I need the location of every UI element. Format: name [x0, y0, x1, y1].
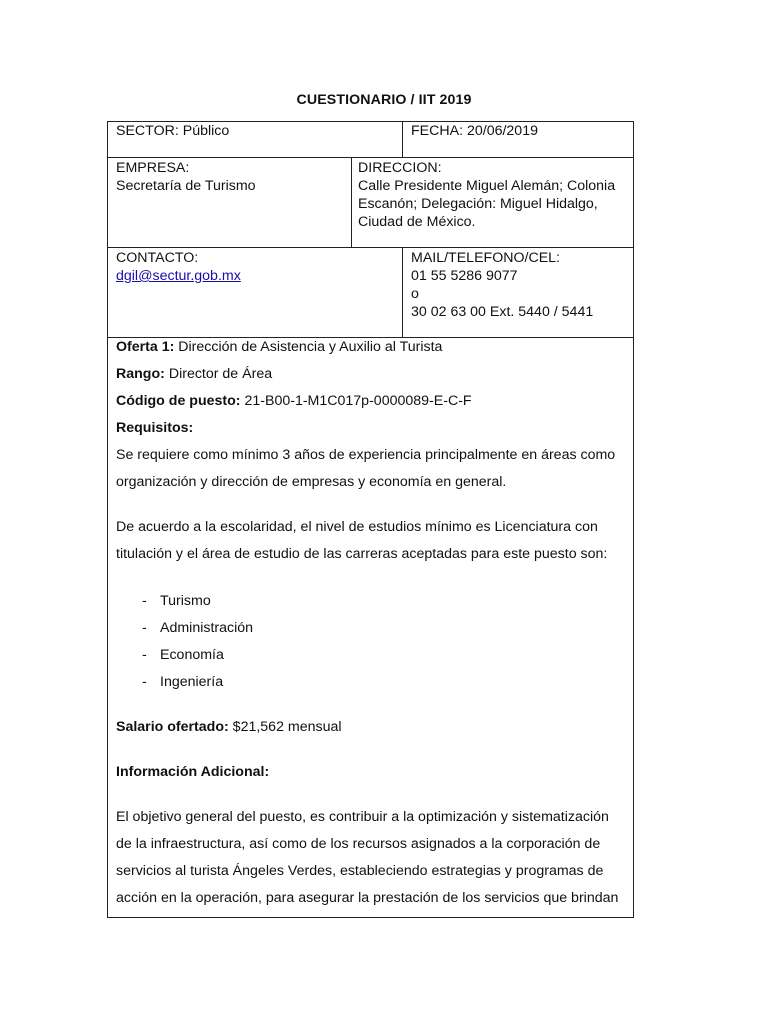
bullet-dash: -	[142, 593, 147, 609]
info-heading	[116, 763, 269, 781]
empresa-label: EMPRESA:	[116, 160, 190, 176]
phone-line: 30 02 63 00 Ext. 5440 / 5441	[411, 304, 594, 320]
salario-line	[116, 718, 342, 736]
requisitos-text: Se requiere como mínimo 3 años de experiencia principalmente en áreas como	[116, 447, 616, 463]
career-name: Turismo	[160, 593, 211, 609]
salario-label: Salario ofertado:	[116, 719, 229, 735]
career-name: Ingeniería	[160, 674, 224, 690]
column-divider	[402, 247, 403, 337]
row-divider	[108, 247, 633, 248]
rango-label: Rango:	[116, 366, 165, 382]
fecha-text: FECHA: 20/06/2019	[411, 123, 538, 139]
info-text: de la infraestructura, así como de los recursos asignados a la corporación de	[116, 836, 601, 852]
direccion-line: Escanón; Delegación: Miguel Hidalgo,	[358, 196, 598, 212]
oferta-label: Oferta 1:	[116, 339, 175, 355]
contacto-cell	[116, 249, 241, 285]
escolaridad-text: titulación y el área de estudio de las carreras aceptadas para este puesto son:	[116, 546, 608, 562]
direccion-cell	[358, 159, 615, 231]
salario-value: $21,562 mensual	[228, 719, 342, 735]
info-text: servicios al turista Ángeles Verdes, estableciendo estrategias y programas de	[116, 863, 604, 879]
fecha-cell	[411, 122, 538, 140]
codigo-line	[116, 392, 472, 410]
career-name: Administración	[160, 620, 254, 636]
document-title: CUESTIONARIO / IIT 2019	[296, 92, 472, 108]
info-text: acción en la operación, para asegurar la prestación de los servicios que brindan	[116, 890, 619, 906]
bullet-dash: -	[142, 674, 147, 690]
info-text: El objetivo general del puesto, es contribuir a la optimización y sistematización	[116, 809, 609, 825]
mail-telefono-cell	[411, 249, 593, 321]
column-divider	[351, 157, 352, 247]
phone-line: o	[411, 286, 419, 302]
bullet-dash: -	[142, 647, 147, 663]
rango-value: Director de Área	[164, 366, 273, 382]
rango-line	[116, 365, 272, 383]
oferta-value: Dirección de Asistencia y Auxilio al Turista	[174, 339, 443, 355]
empresa-cell	[116, 159, 256, 195]
info-label: Información Adicional:	[116, 764, 270, 780]
contacto-label: CONTACTO:	[116, 250, 199, 266]
requisitos-label: Requisitos:	[116, 420, 194, 436]
direccion-label: DIRECCION:	[358, 160, 442, 176]
empresa-value: Secretaría de Turismo	[116, 178, 256, 194]
phone-line: 01 55 5286 9077	[411, 268, 518, 284]
contact-email-link[interactable]: dgil@sectur.gob.mx	[116, 268, 241, 284]
requisitos-text: organización y dirección de empresas y economía en general.	[116, 474, 507, 490]
direccion-line: Ciudad de México.	[358, 214, 476, 230]
codigo-label: Código de puesto:	[116, 393, 241, 409]
escolaridad-text: De acuerdo a la escolaridad, el nivel de estudios mínimo es Licenciatura con	[116, 519, 598, 535]
direccion-line: Calle Presidente Miguel Alemán; Colonia	[358, 178, 616, 194]
column-divider	[402, 122, 403, 157]
oferta-line	[116, 338, 442, 356]
questionnaire-table	[107, 121, 634, 918]
mail-telefono-label: MAIL/TELEFONO/CEL:	[411, 250, 561, 266]
codigo-value: 21-B00-1-M1C017p-0000089-E-C-F	[240, 393, 472, 409]
sector-text: SECTOR: Público	[116, 123, 230, 139]
bullet-dash: -	[142, 620, 147, 636]
sector-cell	[116, 122, 229, 140]
career-name: Economía	[160, 647, 224, 663]
row-divider	[108, 157, 633, 158]
requisitos-heading	[116, 419, 193, 437]
